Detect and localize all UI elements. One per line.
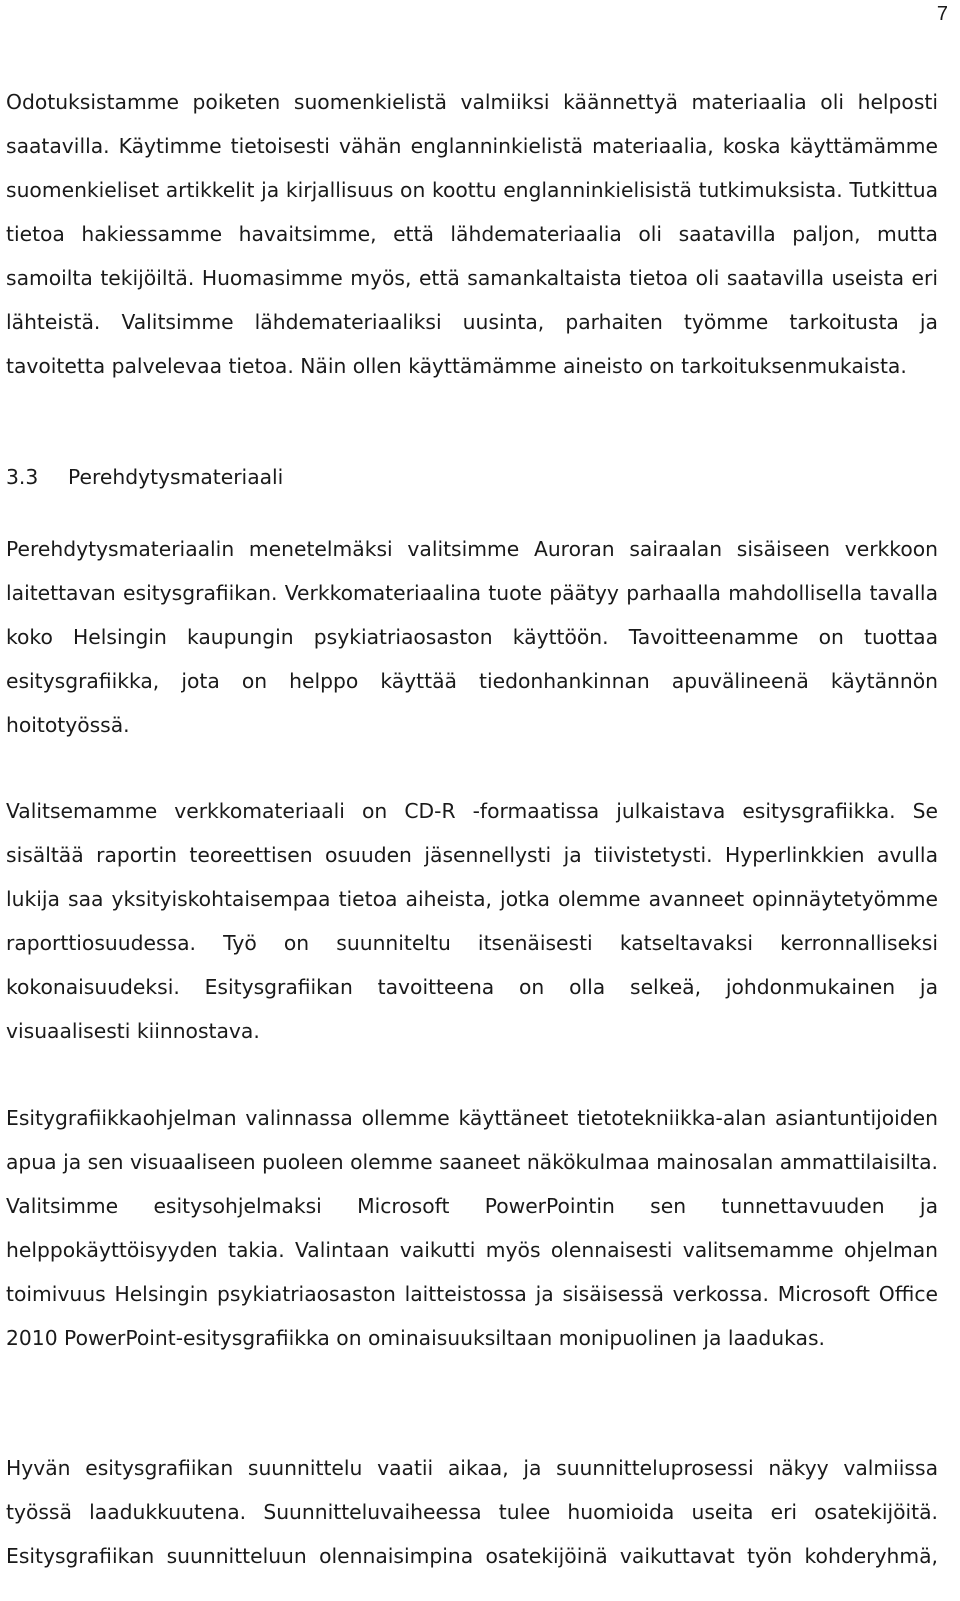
paragraph-software-choice: Esitygrafiikkaohjelman valinnassa ollemme käyttäneet tietotekniikka-alan asiantuntijoiden apua ja sen visuaaliseen puoleen olemme saaneet näkökulmaa mainosalan ammattilaisilta. Valitsimme esitysohjelmaksi Microsoft PowerPointin sen tunnettavuuden ja helppokäyttöisyyden takia. Valintaan vaikutti myös olennaisesti valitsemamme ohjelman toimivuus Helsingin psykiatriaosaston laitteistossa ja sisäisessä verkossa. Microsoft Office 2010 PowerPoint-esitysgrafiikka on ominaisuuksiltaan monipuolinen ja laadukas. bbox=[6, 1106, 938, 1350]
section-title: Perehdytysmateriaali bbox=[68, 465, 284, 489]
paragraph-source-material: Odotuksistamme poiketen suomenkielistä valmiiksi käännettyä materiaalia oli helposti saatavilla. Käytimme tietoisesti vähän englanninkielistä materiaalia, koska käyttämämme suomenkieliset artikkelit ja kirjallisuus on koottu englanninkielisistä tutkimuksista. Tutkittua tietoa hakiessamme havaitsimme, että lähdemateriaalia oli saatavilla paljon, mutta samoilta tekijöiltä. Huomasimme myös, että samankaltaista tietoa oli saatavilla useista eri lähteistä. Valitsimme lähdemateriaaliksi uusinta, parhaiten työmme tarkoitusta ja tavoitetta palvelevaa tietoa. Näin ollen käyttämämme aineisto on tarkoituksenmukaista. bbox=[6, 90, 938, 378]
paragraph-method: Perehdytysmateriaalin menetelmäksi valitsimme Auroran sairaalan sisäiseen verkkoon laitettavan esitysgrafiikan. Verkkomateriaalina tuote päätyy parhaalla mahdollisella tavalla koko Helsingin kaupungin psykiatriaosaston käyttöön. Tavoitteenamme on tuottaa esitysgrafiikka, jota on helppo käyttää tiedonhankinnan apuvälineenä käytännön hoitotyössä. bbox=[6, 537, 938, 737]
section-number: 3.3 bbox=[6, 465, 39, 489]
paragraph-design: Hyvän esitysgrafiikan suunnittelu vaatii aikaa, ja suunnitteluprosessi näkyy valmiissa työssä laadukkuutena. Suunnitteluvaiheessa tulee huomioida useita eri osatekijöitä. Esitysgrafiikan suunnitteluun olennaisimpina osatekijöinä vaikuttavat työn kohderyhmä, bbox=[6, 1456, 938, 1568]
paragraph-web-material: Valitsemamme verkkomateriaali on CD-R -formaatissa julkaistava esitysgrafiikka. Se sisältää raportin teoreettisen osuuden jäsennellysti ja tiivistetysti. Hyperlinkkien avulla lukija saa yksityiskohtaisempaa tietoa aiheista, jotka olemme avanneet opinnäytetyömme raporttiosuudessa. Työ on suunniteltu itsenäisesti katseltavaksi kerronnalliseksi kokonaisuudeksi. Esitysgrafiikan tavoitteena on olla selkeä, johdonmukainen ja visuaalisesti kiinnostava. bbox=[6, 799, 938, 1043]
section-heading bbox=[6, 455, 283, 499]
page-number: 7 bbox=[936, 3, 948, 25]
